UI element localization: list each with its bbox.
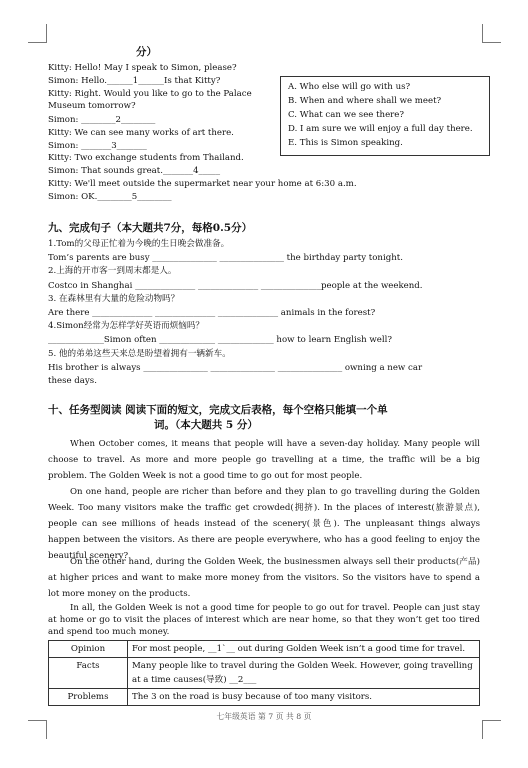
- dialogue-line: Simon: Hello.______1______Is that Kitty?: [48, 76, 221, 86]
- dialogue-line: Kitty: Two exchange students from Thailand.: [48, 153, 244, 163]
- english-sentence: His brother is always _______________ _______________ _______________ owning a new car: [48, 363, 423, 373]
- row-content: For most people, __1`__ out during Golden Week isn’t a good time for travel.: [128, 641, 480, 658]
- chinese-prompt: 2.上海的开市客一到周末都是人。: [48, 266, 177, 276]
- answer-table: [48, 640, 480, 706]
- chinese-prompt: 4.Simon经常为怎样学好英语而烦恼吗？: [48, 321, 205, 331]
- row-label: Problems: [49, 689, 128, 706]
- chinese-prompt: 3. 在森林里有大量的危险动物吗？: [48, 294, 180, 304]
- page-footer: 七年级英语 第 7 页 共 8 页: [216, 712, 312, 721]
- chinese-prompt: 5. 他的弟弟这些天来总是盼望着拥有一辆新车。: [48, 349, 231, 359]
- options-box: [280, 76, 490, 156]
- dialogue-line: Simon: OK.________5________: [48, 192, 172, 202]
- english-sentence: _____________Simon often _____________ _____________ how to learn English well?: [48, 335, 392, 345]
- option-a: A. Who else will go with us?: [288, 82, 411, 92]
- row-content: The 3 on the road is busy because of too many visitors.: [128, 689, 480, 706]
- table-row: [49, 658, 480, 689]
- dialogue-line: Museum tomorrow?: [48, 101, 136, 111]
- crop-mark-bottom-right: [482, 720, 501, 739]
- crop-mark-bottom-left: [28, 720, 47, 739]
- english-sentence-cont: these days.: [48, 376, 97, 386]
- table-row: [49, 689, 480, 706]
- option-d: D. I am sure we will enjoy a full day there.: [288, 124, 473, 134]
- section-header-continuation: 分）: [136, 46, 157, 58]
- english-sentence: Costco in Shanghai ______________ ______________ ______________people at the weekend.: [48, 281, 423, 291]
- option-e: E. This is Simon speaking.: [288, 138, 403, 148]
- dialogue-line: Kitty: Right. Would you like to go to the Palace: [48, 89, 252, 99]
- dialogue-line: Kitty: We can see many works of art there.: [48, 128, 234, 138]
- passage-paragraph: On the other hand, during the Golden Week, the businessmen always sell their products(产品) at higher prices and want to make more money from the visitors. So the visitors have to spend a lot more money on the products.: [48, 557, 480, 599]
- dialogue-line: Simon: ________2________: [48, 115, 156, 125]
- section-10-title-cont: 词。（本大题共 5 分）: [154, 419, 258, 431]
- crop-mark-top-left: [28, 24, 47, 43]
- dialogue-line: Simon: That sounds great._______4_____: [48, 166, 221, 176]
- passage-paragraph: On one hand, people are richer than before and they plan to go travelling during the Golden Week. Too many visitors make the traffic get crowded(拥挤). In the places of interest(旅游景点), people can see millions of heads instead of the scenery(景色). The unpleasant things always happen between the visitors. As there are people everywhere, who has a good feeling to enjoy the beautiful scenery?: [48, 487, 480, 561]
- option-c: C. What can we see there?: [288, 110, 404, 120]
- passage-paragraph: When October comes, it means that people will have a seven-day holiday. Many people will choose to travel. As more and more people go travelling at a time, the traffic will be a big problem. The Golden Week is not a good time to go out for most people.: [48, 439, 480, 481]
- dialogue-line: Kitty: We'll meet outside the supermarket near your home at 6:30 a.m.: [48, 179, 357, 189]
- dialogue-line: Simon: _______3_______: [48, 141, 147, 151]
- section-10-title: 十、任务型阅读 阅读下面的短文，完成文后表格，每个空格只能填一个单: [48, 404, 388, 416]
- english-sentence: Tom’s parents are busy _______________ _______________ the birthday party tonight.: [48, 253, 403, 263]
- english-sentence: Are there ______________ ______________ ______________ animals in the forest?: [48, 308, 376, 318]
- row-content: Many people like to travel during the Golden Week. However, going travelling at a time causes(导致) __2___: [128, 658, 480, 689]
- chinese-prompt: 1.Tom的父母正忙着为今晚的生日晚会做准备。: [48, 239, 230, 249]
- crop-mark-top-right: [482, 24, 501, 43]
- option-b: B. When and where shall we meet?: [288, 96, 442, 106]
- table-row: [49, 641, 480, 658]
- row-label: Opinion: [49, 641, 128, 658]
- section-9-title: 九、完成句子（本大题共7分，每格0.5分）: [48, 222, 253, 234]
- row-label: Facts: [49, 658, 128, 689]
- passage-paragraph: In all, the Golden Week is not a good time for people to go out for travel. People can just stay at home or go to visit the places of interest which are near home, so that they won’t get too tired and spend too much money.: [48, 603, 480, 638]
- dialogue-line: Kitty: Hello! May I speak to Simon, please?: [48, 63, 237, 73]
